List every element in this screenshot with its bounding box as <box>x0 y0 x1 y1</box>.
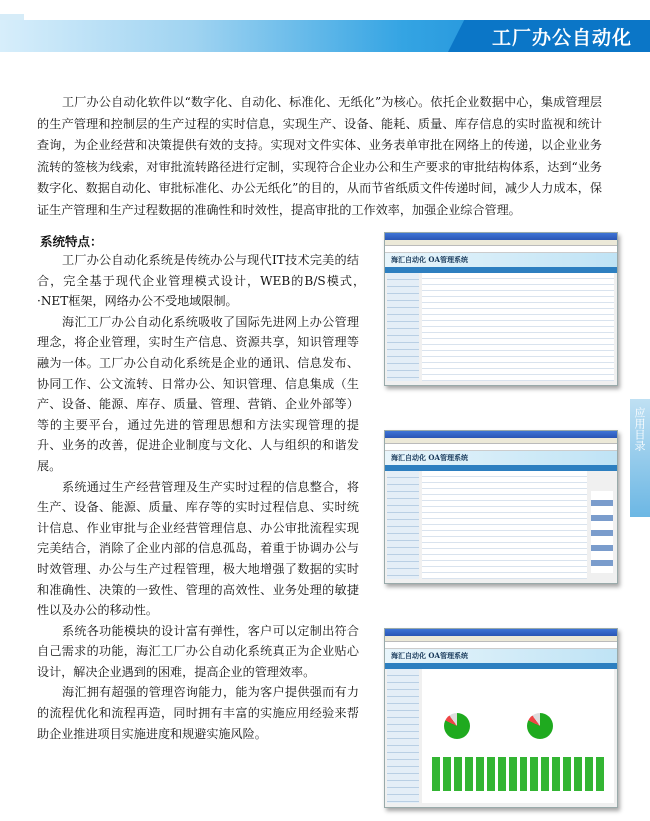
screenshot-document-list <box>384 232 618 386</box>
feature-paragraph: 海汇工厂办公自动化系统吸收了国际先进网上办公管理理念，将企业管理，实时生产信息、资源共享，知识管理等融为一体。工厂办公自动化系统是企业的通讯、信息发布、协同工作、公文流转、日常办公、知识管理、信息集成（生产、设备、能源、库存、质量、管理、营销、企业外部等）等的主要平台，通过先进的管理思想和方法实现管理的提升、业务的改善，促进企业制度与文化、人与组织的和谐发展。 <box>37 314 359 473</box>
intro-paragraph: 工厂办公自动化软件以“数字化、自动化、标准化、无纸化”为核心。依托企业数据中心，集成管理层的生产管理和控制层的生产过程的实时信息，实现生产、设备、能耗、质量、库存信息的实时监视和统计查询，为企业经营和决策提供有效的支持。实现对文件实体、业务表单审批在网络上的传递，以企业业务流转的签核为线索，对审批流转路径进行定制，实现符合企业办公和生产要求的审批结构体系，达到“业务数字化、数据自动化、审批标准化、办公无纸化”的目的，从而节省纸质文件传递时间，减少人力成本，保证生产管理和生产过程数据的准确性和时效性，提高审批的工作效率，加强企业综合管理。 <box>37 95 602 217</box>
pie-chart <box>527 713 553 739</box>
side-tab-label: 应用目录 <box>633 407 646 451</box>
screenshot-dashboard <box>384 430 618 584</box>
screenshot-banner: 海汇自动化 OA管理系统 <box>391 651 468 660</box>
feature-paragraph: 系统各功能模块的设计富有弹性，客户可以定制出符合自己需求的功能，海汇工厂办公自动化系统真正为企业贴心设计，解决企业遇到的困难，提高企业的管理效率。 <box>37 623 359 679</box>
screenshot-banner: 海汇自动化 OA管理系统 <box>391 453 468 462</box>
screenshot-statistics <box>384 628 618 808</box>
header-band <box>0 0 650 60</box>
screenshot-banner: 海汇自动化 OA管理系统 <box>391 255 468 264</box>
features-body <box>37 250 359 744</box>
feature-paragraph: 系统通过生产经营管理及生产实时过程的信息整合，将生产、设备、能源、质量、库存等的实时过程信息、实时统计信息、作业审批与企业经营管理信息、办公审批流程实现完美结合，消除了企业内部的信息孤岛，着重于协调办公与时效管理、办公与生产过程管理，极大地增强了数据的实时和准确性、决策的一致性、管理的高效性、业务处理的敏捷性以及办公的移动性。 <box>37 479 359 618</box>
pie-chart <box>444 713 470 739</box>
page-title: 工厂办公自动化 <box>491 27 632 49</box>
feature-paragraph: 海汇拥有超强的管理咨询能力，能为客户提供强而有力的流程优化和流程再造，同时拥有丰富的实施应用经验来帮助企业推进项目实施进度和规避实施风险。 <box>37 685 359 741</box>
app-icons-column <box>591 491 613 573</box>
side-tab <box>630 399 650 517</box>
features-heading: 系统特点： <box>40 234 103 249</box>
feature-paragraph: 工厂办公自动化系统是传统办公与现代IT技术完美的结合，完全基于现代企业管理模式设计，WEB的B/S模式，·NET框架，网络办公不受地域限制。 <box>37 253 359 309</box>
bar-chart <box>432 757 604 791</box>
